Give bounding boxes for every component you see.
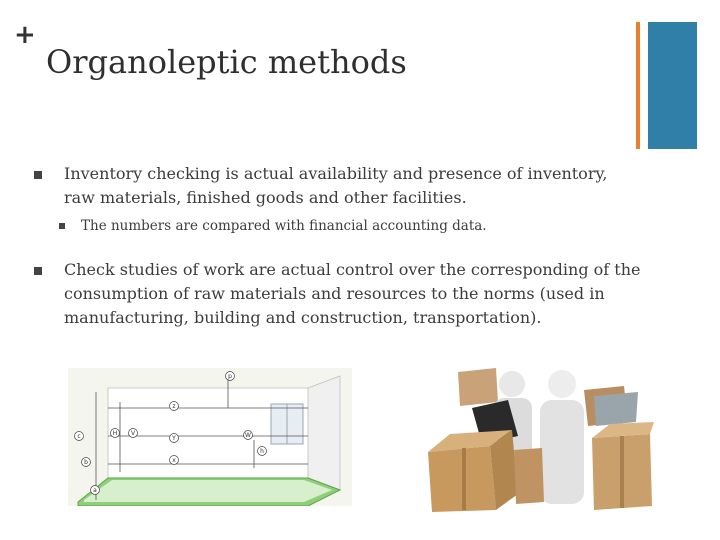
bullet-check-studies	[64, 258, 644, 330]
bullet-text: Inventory checking is actual availability and presence of inventory, raw materials, finished goods and other facilities.	[64, 164, 608, 207]
sub-bullet-numbers	[81, 216, 601, 236]
accent-bar-blue	[648, 22, 697, 149]
page-title: Organoleptic methods	[46, 43, 407, 81]
bullet-square	[59, 223, 65, 229]
dim-label-b: b	[84, 459, 88, 466]
plus-mark: +	[14, 20, 36, 50]
room-measurement-image	[68, 368, 352, 506]
bullet-square	[34, 267, 42, 275]
dim-label-H: H	[112, 430, 118, 437]
dim-label-p: p	[228, 373, 232, 380]
dim-label-W: W	[245, 432, 251, 439]
bullet-square	[34, 171, 42, 179]
dim-label-V: V	[130, 430, 136, 437]
people-with-boxes-image	[424, 362, 656, 512]
dim-label-x: x	[172, 457, 176, 464]
dim-label-Y: Y	[172, 435, 176, 442]
bullet-text: Check studies of work are actual control over the corresponding of the consumption of raw materials and resources to the norms (used in manufacturing, building and construction, transportation).	[64, 260, 641, 327]
accent-bar-orange	[636, 22, 640, 149]
dim-label-c: c	[77, 433, 81, 440]
dim-label-z: z	[172, 403, 176, 410]
bullet-inventory	[64, 162, 624, 210]
dim-label-a: a	[93, 487, 97, 494]
dim-label-h: h	[260, 448, 264, 455]
bullet-text: The numbers are compared with financial accounting data.	[81, 218, 487, 234]
